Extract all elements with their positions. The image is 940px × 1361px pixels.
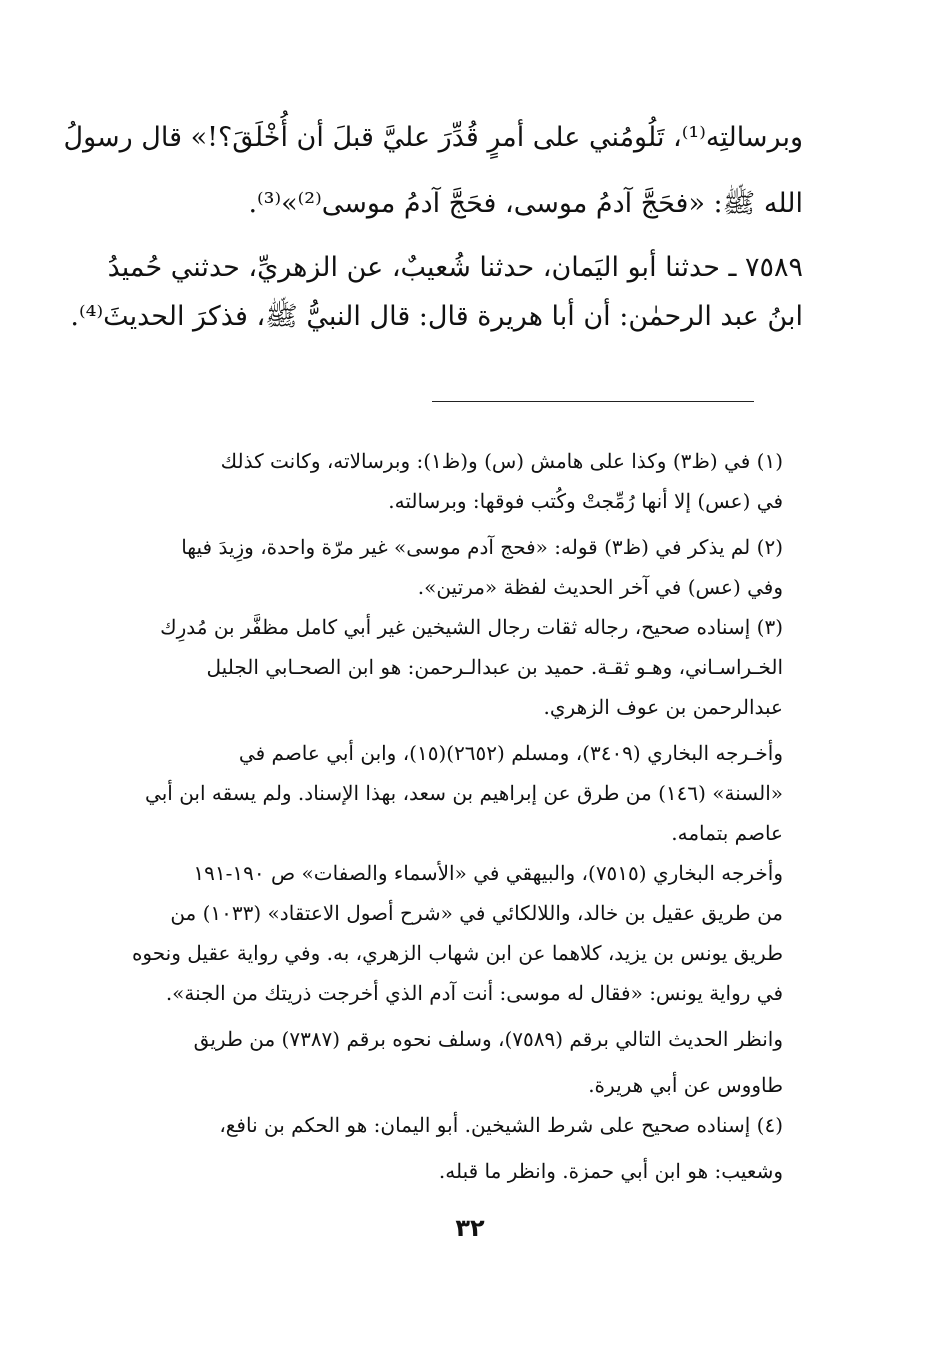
footnote-line-10: عاصم بتمامه. xyxy=(671,821,783,845)
footnote-line-14: في رواية يونس: «فقال له موسى: أنت آدم الذي أخرجت ذريتك من الجنة». xyxy=(165,981,783,1005)
footnote-separator xyxy=(432,401,754,402)
footnote-line-1: (١) في (ظ٣) وكذا على هامش (س) و(ظ١): وبرسالاته، وكانت كذلك xyxy=(220,449,783,473)
footnote-line-7: عبدالرحمن بن عوف الزهري. xyxy=(543,695,783,719)
main-line-3: ٧٥٨٩ ـ حدثنا أبو اليَمان، حدثنا شُعيبٌ، عن الزهريِّ، حدثني حُميدُ xyxy=(107,252,803,283)
footnote-line-15: وانظر الحديث التالي برقم (٧٥٨٩)، وسلف نحوه برقم (٧٣٨٧) من طريق xyxy=(193,1027,783,1051)
page-number: ٣٢ xyxy=(455,1214,485,1242)
footnote-line-13: طريق يونس بن يزيد، كلاهما عن ابن شهاب الزهري، به. وفي رواية عقيل ونحوه xyxy=(131,941,783,965)
main-line-2: الله ﷺ: «فحَجَّ آدمُ موسى، فحَجَّ آدمُ موسى⁽²⁾»⁽³⁾. xyxy=(248,188,803,219)
footnote-line-8: وأخـرجه البخاري (٣٤٠٩)، ومسلم (٢٦٥٢)(١٥)، وابن أبي عاصم في xyxy=(238,741,783,765)
footnote-line-9: «السنة» (١٤٦) من طرق عن إبراهيم بن سعد، بهذا الإسناد. ولم يسقه ابن أبي xyxy=(145,781,783,805)
footnote-line-5: (٣) إسناده صحيح، رجاله ثقات رجال الشيخين غير أبي كامل مظفَّر بن مُدرِك xyxy=(160,615,783,639)
footnote-line-6: الخـراسـاني، وهـو ثقـة. حميد بن عبدالـرحمن: هو ابن الصحـابي الجليل xyxy=(206,655,783,679)
footnote-line-17: (٤) إسناده صحيح على شرط الشيخين. أبو اليمان: هو الحكم بن نافع، xyxy=(219,1113,783,1137)
footnote-line-4: وفي (عس) في آخر الحديث لفظة «مرتين». xyxy=(417,575,783,599)
footnote-line-12: من طريق عقيل بن خالد، واللالكائي في «شرح أصول الاعتقاد» (١٠٣٣) من xyxy=(170,901,783,925)
main-line-4: ابنُ عبد الرحمٰن: أن أبا هريرة قال: قال النبيُّ ﷺ، فذكرَ الحديثَ⁽⁴⁾. xyxy=(70,301,803,332)
footnote-line-18: وشعيب: هو ابن أبي حمزة. وانظر ما قبله. xyxy=(438,1159,783,1183)
footnote-line-2: في (عس) إلا أنها رُمِّجتْ وكُتب فوقها: وبرسالته. xyxy=(388,489,783,513)
main-line-1: وبرسالتِه⁽¹⁾، تَلُومُني على أمرٍ قُدِّرَ عليَّ قبلَ أن أُخْلَقَ؟!» قال رسولُ xyxy=(63,122,803,153)
footnote-line-16: طاووس عن أبي هريرة. xyxy=(588,1073,783,1097)
footnote-line-11: وأخرجه البخاري (٧٥١٥)، والبيهقي في «الأسماء والصفات» ص ١٩٠-١٩١ xyxy=(193,861,783,885)
footnote-line-3: (٢) لم يذكر في (ظ٣) قوله: «فحج آدم موسى» غير مرّة واحدة، وزِيدَ فيها xyxy=(181,535,783,559)
